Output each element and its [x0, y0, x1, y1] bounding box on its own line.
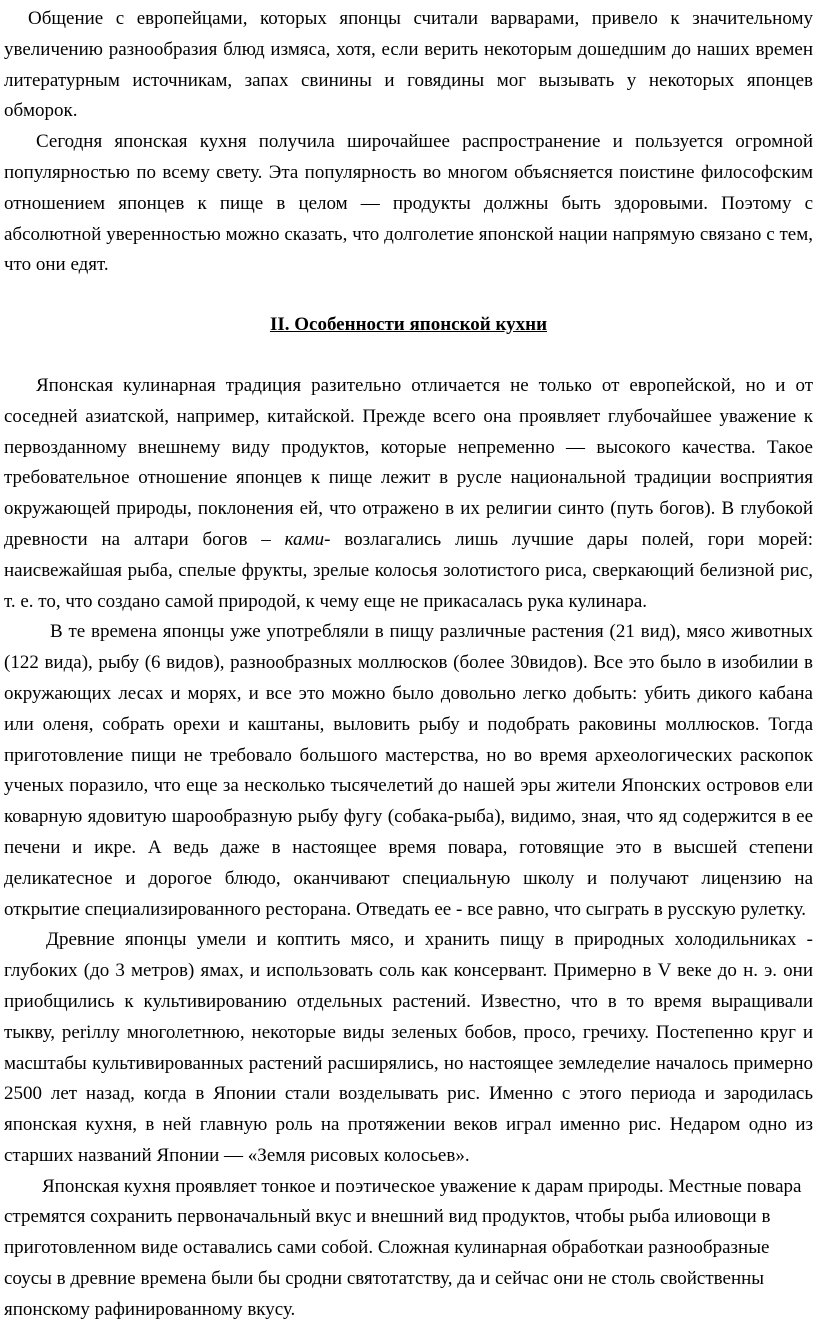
paragraph-popularity: Сегодня японская кухня получила широчайшее распространение и пользуется огромной популярностью по всему свету. Эта популярность во многом объясняется поистине философским отношением японцев к пище в целом — продукты должны быть здоровыми. Поэтому с абсолютной уверенностью можно сказать, что долголетие японской нации напрямую связано с тем, что они едят. — [4, 131, 813, 276]
paragraph-europeans: Общение с европейцами, которых японцы считали варварами, привело к значительному увеличению разнообразия блюд измяса, хотя, если верить некоторым дошедшим до наших времен литературным источникам, запах свинины и говядины мог вызывать у некоторых японцев обморок. — [4, 8, 813, 122]
paragraph-tradition-text-end: - возлагались лишь лучшие дары полей, гори морей: наисвежайшая рыба, спелые фрукты, зрелые колосья золотистого риса, сверкающий белизной рис, т. е. то, что создано самой природой, к чему еще не прикасалась рука кулинара. — [4, 528, 813, 612]
paragraph-ancient-foods: В те времена японцы уже употребляли в пищу различные растения (21 вид), мясо животных (122 вида), рыбу (6 видов), разнообразных моллюсков (более 30видов). Все это было в изобилии в окружающих лесах и морях, и все это можно было довольно легко добыть: убить дикого кабана или оленя, собрать орехи и каштаны, выловить рыбу и подобрать раковины моллюсков. Тогда приготовление пищи не требовало большого мастерства, но во время археологических раскопок ученых поразило, что еще за несколько тысячелетий до нашей эры жители Японских островов ели коварную ядовитую шарообразную рыбу фугу (собака-рыба), видимо, зная, что яд содержится в ее печени и икре. А ведь даже в настоящее время повара, готовящие это в высшей степени деликатесное и дорогое блюдо, оканчивают специальную школу и получают лицензию на открытие специализированного ресторана. Отведать ее - все равно, что сыграть в русскую рулетку. — [4, 621, 813, 920]
paragraph-respect-nature: Японская кухня проявляет тонкое и поэтическое уважение к дарам природы. Местные повара стремятся сохранить первоначальный вкус и внешний вид продуктов, чтобы рыба илиовощи в приготовленном виде оставались сами собой. Сложная кулинарная обработкаи разнообразные соусы в древние времена были бы сродни святотатству, да и сейчас они не столь свойственны японскому рафинированному вкусу. — [4, 1175, 802, 1320]
paragraph-tradition — [4, 371, 813, 617]
term-kami: ками — [284, 528, 325, 550]
paragraph-tradition-text-start: Японская кулинарная традиция разительно отличается не только от европейской, но и от соседней азиатской, например, китайской. Прежде всего она проявляет глубочайшее уважение к первозданному внешнему виду продуктов, которые непременно — высокого качества. Такое требовательное отношение японцев к пище лежит в русле национальной традиции восприятия окружающей природы, поклонения ей, что отражено в их религии синто (путь богов). В глубокой древности на алтари богов – — [4, 374, 813, 550]
section-heading: II. Особенности японской кухни — [269, 314, 548, 336]
paragraph-rice-cultivation: Древние японцы умели и коптить мясо, и хранить пищу в природных холодильниках - глубоких (до 3 метров) ямах, и использовать соль как консервант. Примерно в V веке до н. э. они приобщились к культивированию отдельных растений. Известно, что в то время выращивали тыкву, periллу многолетнюю, некоторые виды зеленых бобов, просо, гречиху. Постепенно круг и масштабы культивированных растений расширялись, но настоящее земледелие началось примерно 2500 лет назад, когда в Японии стали возделывать рис. Именно с этого периода и зародилась японская кухня, в ней главную роль на протяжении веков играл именно рис. Недаром одно из старших названий Японии — «Земля рисовых колосьев». — [4, 929, 813, 1166]
